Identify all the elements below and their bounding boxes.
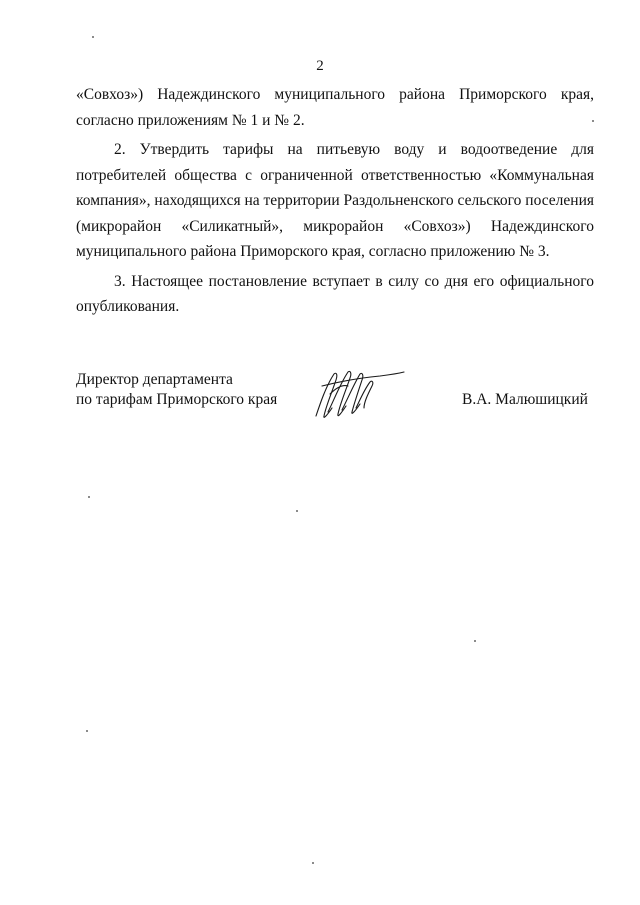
signatory-title-line: по тарифам Приморского края <box>76 391 278 408</box>
text-line: 2. Утвердить тарифы на питьевую воду и водоотведение для <box>114 141 594 158</box>
scan-speck <box>312 862 314 864</box>
scan-speck <box>88 496 90 498</box>
signature-block <box>76 370 596 430</box>
text-line: потребителей общества с ограниченной ответственностью «Коммунальная <box>76 166 594 184</box>
scan-speck <box>296 510 298 512</box>
paragraph-3 <box>76 269 594 320</box>
text-line: 3. Настоящее постановление вступает в силу со дня его официального <box>114 272 594 290</box>
signatory-title-line: Директор департамента <box>76 371 233 388</box>
text-line: «Совхоз») Надеждинского муниципального района Приморского края, <box>76 86 594 103</box>
text-line: муниципального района Приморского края, согласно приложению № 3. <box>76 243 550 260</box>
paragraph-2 <box>76 137 594 265</box>
signatory-name: В.А. Малюшицкий <box>462 391 588 408</box>
handwritten-signature <box>308 364 408 424</box>
text-line: опубликования. <box>76 298 180 315</box>
scan-speck <box>92 36 94 38</box>
scan-speck <box>86 730 88 732</box>
scan-speck <box>592 120 594 122</box>
scan-speck <box>474 640 476 642</box>
page-number: 2 <box>316 58 324 74</box>
document-body <box>76 82 594 320</box>
text-line: компания», находящихся на территории Раздольненского сельского поселения <box>76 192 594 209</box>
signatory-title <box>76 370 277 410</box>
text-line: согласно приложениям № 1 и № 2. <box>76 111 305 129</box>
paragraph-1 <box>76 82 594 133</box>
text-line: (микрорайон «Силикатный», микрорайон «Совхоз») Надеждинского <box>76 217 594 235</box>
